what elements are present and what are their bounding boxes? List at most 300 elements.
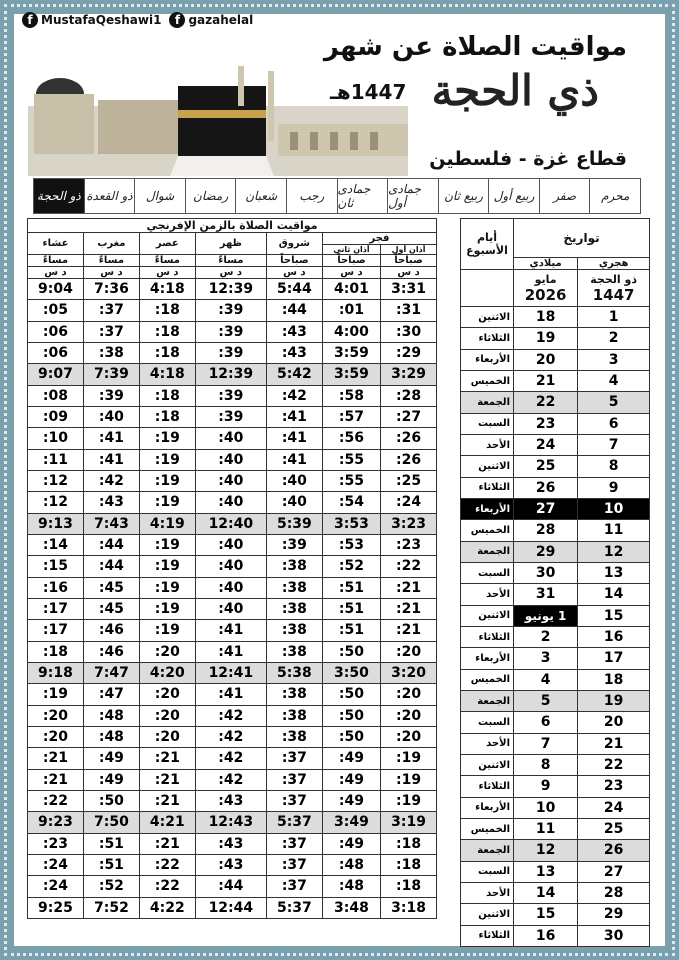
date-row	[461, 349, 650, 370]
asr-cell: 4:18	[139, 279, 195, 300]
date-row	[461, 584, 650, 605]
hijri-day-cell: 23	[578, 776, 650, 797]
weekday-cell: الثلاثاء	[461, 626, 514, 647]
shurooq-cell: :40	[266, 492, 322, 513]
shurooq-cell: :39	[266, 534, 322, 555]
gregorian-day-cell: 4	[514, 669, 578, 690]
maghrib-cell: :41	[83, 449, 139, 470]
asr-cell: 4:22	[139, 897, 195, 918]
isha-cell: 9:18	[28, 662, 84, 683]
month-tab[interactable]: ذو الحجة	[34, 179, 84, 213]
weekday-cell: الاثنين	[461, 605, 514, 626]
month-tab[interactable]: شعبان	[235, 179, 286, 213]
date-row	[461, 904, 650, 925]
shurooq-cell: 5:39	[266, 513, 322, 534]
maghrib-cell: :47	[83, 684, 139, 705]
date-row	[461, 413, 650, 434]
dhuhr-cell: :43	[195, 833, 266, 854]
table-row	[28, 279, 437, 300]
fajr-adhan1-cell: 3:18	[381, 897, 437, 918]
table-row	[28, 449, 437, 470]
month-name: ذي الحجة	[431, 66, 599, 115]
gregorian-day-cell: 9	[514, 776, 578, 797]
date-row	[461, 626, 650, 647]
gregorian-day-cell: 15	[514, 904, 578, 925]
maghrib-cell: :49	[83, 748, 139, 769]
gregorian-day-cell: 24	[514, 434, 578, 455]
fajr-adhan2-cell: :50	[322, 684, 380, 705]
weekday-cell: الجمعة	[461, 541, 514, 562]
gregorian-day-cell: 30	[514, 562, 578, 583]
asr-cell: 4:20	[139, 662, 195, 683]
fajr-adhan2-cell: :01	[322, 300, 380, 321]
shurooq-cell: :37	[266, 833, 322, 854]
isha-cell: :14	[28, 534, 84, 555]
asr-cell: :18	[139, 321, 195, 342]
dhuhr-cell: :39	[195, 385, 266, 406]
maghrib-cell: :43	[83, 492, 139, 513]
period-label: مساءً	[28, 255, 84, 267]
hijri-day-cell: 17	[578, 648, 650, 669]
isha-cell: :09	[28, 406, 84, 427]
maghrib-cell: :50	[83, 790, 139, 811]
fajr-adhan1-cell: :27	[381, 406, 437, 427]
fajr-adhan1-cell: :19	[381, 769, 437, 790]
date-row	[461, 307, 650, 328]
maghrib-cell: 7:52	[83, 897, 139, 918]
dhuhr-cell: :42	[195, 726, 266, 747]
date-row	[461, 370, 650, 391]
table-row	[28, 854, 437, 875]
maghrib-cell: 7:50	[83, 812, 139, 833]
asr-cell: :20	[139, 705, 195, 726]
shurooq-cell: :38	[266, 641, 322, 662]
date-row	[461, 562, 650, 583]
weekday-cell: الأحد	[461, 733, 514, 754]
hm-label: د س	[266, 267, 322, 279]
hijri-day-cell: 22	[578, 754, 650, 775]
isha-cell: 9:07	[28, 364, 84, 385]
maghrib-cell: :51	[83, 833, 139, 854]
isha-cell: :20	[28, 726, 84, 747]
hijri-day-cell: 8	[578, 456, 650, 477]
date-row	[461, 434, 650, 455]
fajr-header: فجر	[322, 233, 436, 245]
date-row	[461, 541, 650, 562]
asr-cell: :18	[139, 406, 195, 427]
date-row	[461, 754, 650, 775]
asr-cell: :19	[139, 620, 195, 641]
asr-cell: :19	[139, 577, 195, 598]
dhuhr-cell: :44	[195, 876, 266, 897]
isha-cell: 9:25	[28, 897, 84, 918]
maghrib-cell: :41	[83, 428, 139, 449]
asr-cell: 4:21	[139, 812, 195, 833]
weekday-cell: الأحد	[461, 882, 514, 903]
fajr-adhan2-cell: :52	[322, 556, 380, 577]
shurooq-cell: :42	[266, 385, 322, 406]
isha-cell: :15	[28, 556, 84, 577]
month-tab[interactable]: ربيع ثان	[438, 179, 489, 213]
hijri-month-label: ذو الحجة 1447	[578, 270, 650, 307]
hm-label: د س	[28, 267, 84, 279]
dhuhr-cell: :40	[195, 428, 266, 449]
dhuhr-cell: 12:44	[195, 897, 266, 918]
shurooq-cell: :37	[266, 876, 322, 897]
date-row	[461, 328, 650, 349]
date-row	[461, 498, 650, 519]
fajr-adhan2-cell: :50	[322, 641, 380, 662]
asr-cell: :20	[139, 726, 195, 747]
hijri-day-cell: 18	[578, 669, 650, 690]
asr-cell: :20	[139, 641, 195, 662]
region-label: قطاع غزة - فلسطين	[429, 148, 627, 170]
isha-cell: :18	[28, 641, 84, 662]
month-tab[interactable]: ذو القعدة	[84, 179, 135, 213]
weekday-cell: الثلاثاء	[461, 328, 514, 349]
maghrib-cell: :44	[83, 534, 139, 555]
maghrib-cell: 7:39	[83, 364, 139, 385]
month-tab[interactable]: جمادى ثان	[337, 179, 388, 213]
maghrib-header: مغرب	[83, 233, 139, 255]
dhuhr-cell: 12:39	[195, 364, 266, 385]
gregorian-day-cell: 29	[514, 541, 578, 562]
date-row	[461, 392, 650, 413]
dhuhr-cell: :41	[195, 684, 266, 705]
dhuhr-cell: :40	[195, 577, 266, 598]
isha-cell: :06	[28, 321, 84, 342]
period-label: مساءً	[83, 255, 139, 267]
dhuhr-header: ظهر	[195, 233, 266, 255]
fajr-adhan2-cell: :48	[322, 854, 380, 875]
maghrib-cell: :49	[83, 769, 139, 790]
isha-cell: :16	[28, 577, 84, 598]
maghrib-cell: :48	[83, 705, 139, 726]
asr-cell: :19	[139, 556, 195, 577]
isha-cell: :10	[28, 428, 84, 449]
isha-cell: :21	[28, 769, 84, 790]
shurooq-cell: 5:44	[266, 279, 322, 300]
asr-cell: :22	[139, 854, 195, 875]
gregorian-day-cell: 28	[514, 520, 578, 541]
date-row	[461, 818, 650, 839]
dhuhr-cell: :40	[195, 492, 266, 513]
social-handles	[22, 12, 253, 28]
maghrib-cell: :37	[83, 321, 139, 342]
month-tab[interactable]: جمادى أول	[387, 179, 438, 213]
maghrib-cell: :45	[83, 598, 139, 619]
table-row	[28, 812, 437, 833]
dhuhr-cell: :43	[195, 854, 266, 875]
month-tab[interactable]: ربيع أول	[488, 179, 539, 213]
adhan1-header: أذان أول	[381, 245, 437, 255]
weekday-cell: الثلاثاء	[461, 776, 514, 797]
month-tab[interactable]: رجب	[286, 179, 337, 213]
date-row	[461, 477, 650, 498]
hijri-day-cell: 20	[578, 712, 650, 733]
dhuhr-cell: :40	[195, 470, 266, 491]
isha-cell: :19	[28, 684, 84, 705]
fajr-adhan1-cell: :30	[381, 321, 437, 342]
date-row	[461, 605, 650, 626]
shurooq-cell: :41	[266, 449, 322, 470]
gregorian-day-cell: 14	[514, 882, 578, 903]
hijri-day-cell: 7	[578, 434, 650, 455]
hijri-day-cell: 9	[578, 477, 650, 498]
prayer-times-table	[27, 218, 437, 919]
gregorian-day-cell: 1 يونيو	[514, 605, 578, 626]
month-tab[interactable]: محرم	[589, 179, 640, 213]
date-row	[461, 776, 650, 797]
dhuhr-cell: :40	[195, 449, 266, 470]
fajr-adhan2-cell: :55	[322, 449, 380, 470]
gregorian-day-cell: 8	[514, 754, 578, 775]
fajr-adhan1-cell: :21	[381, 577, 437, 598]
shurooq-cell: :43	[266, 321, 322, 342]
asr-cell: :19	[139, 470, 195, 491]
weekday-cell: الأحد	[461, 584, 514, 605]
fajr-adhan2-cell: 3:50	[322, 662, 380, 683]
asr-cell: :19	[139, 428, 195, 449]
gregorian-day-cell: 13	[514, 861, 578, 882]
fajr-adhan1-cell: :20	[381, 705, 437, 726]
hijri-header: هجري	[578, 258, 650, 270]
table-row	[28, 705, 437, 726]
table-row	[28, 726, 437, 747]
hm-label: د س	[322, 267, 380, 279]
asr-cell: :19	[139, 598, 195, 619]
gregorian-day-cell: 25	[514, 456, 578, 477]
period-label: صباحاً	[322, 255, 380, 267]
dhuhr-cell: :40	[195, 556, 266, 577]
maghrib-cell: :37	[83, 300, 139, 321]
dhuhr-cell: 12:41	[195, 662, 266, 683]
hijri-day-cell: 10	[578, 498, 650, 519]
asr-cell: :18	[139, 385, 195, 406]
table-row	[28, 662, 437, 683]
table-row	[28, 342, 437, 363]
dhuhr-cell: 12:43	[195, 812, 266, 833]
dhuhr-cell: 12:39	[195, 279, 266, 300]
gregorian-month-label: مايو 2026	[514, 270, 578, 307]
social-handle-1[interactable]: f MustafaQeshawi1	[22, 12, 161, 28]
isha-cell: 9:04	[28, 279, 84, 300]
fajr-adhan2-cell: :58	[322, 385, 380, 406]
table-row	[28, 684, 437, 705]
dhuhr-cell: :42	[195, 705, 266, 726]
weekday-cell: الجمعة	[461, 840, 514, 861]
hijri-day-cell: 28	[578, 882, 650, 903]
fajr-adhan1-cell: :28	[381, 385, 437, 406]
asr-cell: :19	[139, 492, 195, 513]
table-row	[28, 769, 437, 790]
fajr-adhan1-cell: 3:29	[381, 364, 437, 385]
gregorian-day-cell: 6	[514, 712, 578, 733]
gregorian-day-cell: 19	[514, 328, 578, 349]
fajr-adhan1-cell: :26	[381, 428, 437, 449]
fajr-adhan2-cell: 3:59	[322, 364, 380, 385]
fajr-adhan2-cell: 4:00	[322, 321, 380, 342]
fajr-adhan2-cell: :49	[322, 748, 380, 769]
shurooq-cell: :37	[266, 769, 322, 790]
gregorian-day-cell: 20	[514, 349, 578, 370]
asr-cell: :21	[139, 748, 195, 769]
isha-cell: :08	[28, 385, 84, 406]
shurooq-cell: :37	[266, 854, 322, 875]
shurooq-cell: 5:37	[266, 812, 322, 833]
fajr-adhan1-cell: 3:20	[381, 662, 437, 683]
period-label: مساءً	[139, 255, 195, 267]
shurooq-cell: 5:38	[266, 662, 322, 683]
facebook-icon: f	[22, 12, 38, 28]
maghrib-cell: :51	[83, 854, 139, 875]
fajr-adhan1-cell: :26	[381, 449, 437, 470]
shurooq-cell: :37	[266, 748, 322, 769]
asr-cell: :21	[139, 790, 195, 811]
fajr-adhan1-cell: 3:19	[381, 812, 437, 833]
isha-cell: :12	[28, 470, 84, 491]
shurooq-cell: :38	[266, 684, 322, 705]
hijri-day-cell: 13	[578, 562, 650, 583]
table-row	[28, 513, 437, 534]
date-row	[461, 456, 650, 477]
fajr-adhan1-cell: :20	[381, 726, 437, 747]
weekday-cell: الاثنين	[461, 307, 514, 328]
weekday-cell: الأربعاء	[461, 797, 514, 818]
date-row	[461, 669, 650, 690]
hijri-day-cell: 14	[578, 584, 650, 605]
date-row	[461, 797, 650, 818]
month-tab[interactable]: شوال	[134, 179, 185, 213]
asr-cell: :21	[139, 769, 195, 790]
weekday-cell: السبت	[461, 413, 514, 434]
hijri-day-cell: 12	[578, 541, 650, 562]
hijri-day-cell: 21	[578, 733, 650, 754]
table-row	[28, 364, 437, 385]
weekday-cell: السبت	[461, 861, 514, 882]
hijri-day-cell: 1	[578, 307, 650, 328]
isha-cell: :05	[28, 300, 84, 321]
fajr-adhan2-cell: 3:59	[322, 342, 380, 363]
shurooq-cell: :38	[266, 556, 322, 577]
weekday-cell: الأربعاء	[461, 648, 514, 669]
month-tab[interactable]: صفر	[539, 179, 590, 213]
fajr-adhan2-cell: :49	[322, 790, 380, 811]
hm-label: د س	[83, 267, 139, 279]
weekday-cell: الثلاثاء	[461, 925, 514, 946]
isha-cell: :21	[28, 748, 84, 769]
period-label: صباحاً	[266, 255, 322, 267]
facebook-icon: f	[169, 12, 185, 28]
shurooq-cell: :43	[266, 342, 322, 363]
maghrib-cell: :44	[83, 556, 139, 577]
isha-cell: 9:23	[28, 812, 84, 833]
maghrib-cell: :46	[83, 620, 139, 641]
shurooq-header: شروق	[266, 233, 322, 255]
isha-cell: :12	[28, 492, 84, 513]
gregorian-day-cell: 23	[514, 413, 578, 434]
isha-cell: :24	[28, 876, 84, 897]
fajr-adhan2-cell: :56	[322, 428, 380, 449]
weekday-cell: الخميس	[461, 669, 514, 690]
hijri-day-cell: 2	[578, 328, 650, 349]
gregorian-day-cell: 18	[514, 307, 578, 328]
gregorian-day-cell: 5	[514, 690, 578, 711]
date-row	[461, 882, 650, 903]
fajr-adhan1-cell: :25	[381, 470, 437, 491]
gregorian-day-cell: 10	[514, 797, 578, 818]
gregorian-day-cell: 3	[514, 648, 578, 669]
fajr-adhan1-cell: :31	[381, 300, 437, 321]
fajr-adhan1-cell: :23	[381, 534, 437, 555]
shurooq-cell: :37	[266, 790, 322, 811]
fajr-adhan1-cell: :22	[381, 556, 437, 577]
table-row	[28, 492, 437, 513]
date-row	[461, 520, 650, 541]
period-label: مساءً	[195, 255, 266, 267]
fajr-adhan2-cell: :50	[322, 726, 380, 747]
asr-cell: :21	[139, 833, 195, 854]
hijri-day-cell: 30	[578, 925, 650, 946]
weekday-cell: الخميس	[461, 818, 514, 839]
shurooq-cell: :38	[266, 577, 322, 598]
table-row	[28, 876, 437, 897]
fajr-adhan2-cell: 4:01	[322, 279, 380, 300]
dhuhr-cell: :43	[195, 790, 266, 811]
fajr-adhan2-cell: 3:53	[322, 513, 380, 534]
fajr-adhan1-cell: :21	[381, 598, 437, 619]
shurooq-cell: :38	[266, 620, 322, 641]
fajr-adhan2-cell: :51	[322, 598, 380, 619]
page-title: مواقيت الصلاة عن شهر	[323, 32, 627, 62]
date-row	[461, 861, 650, 882]
asr-cell: :19	[139, 534, 195, 555]
table-row	[28, 748, 437, 769]
fajr-adhan2-cell: :51	[322, 577, 380, 598]
fajr-adhan2-cell: :49	[322, 833, 380, 854]
asr-cell: :22	[139, 876, 195, 897]
fajr-adhan1-cell: :18	[381, 833, 437, 854]
date-row	[461, 712, 650, 733]
fajr-adhan2-cell: :54	[322, 492, 380, 513]
dhuhr-cell: :41	[195, 620, 266, 641]
table-row	[28, 534, 437, 555]
fajr-adhan1-cell: 3:31	[381, 279, 437, 300]
hijri-year: 1447هـ	[330, 80, 407, 104]
maghrib-cell: 7:47	[83, 662, 139, 683]
social-handle-2[interactable]: f gazahelal	[169, 12, 253, 28]
date-row	[461, 840, 650, 861]
dates-caption: تواريخ	[514, 219, 650, 258]
hijri-day-cell: 26	[578, 840, 650, 861]
weekday-cell: الثلاثاء	[461, 477, 514, 498]
isha-cell: :06	[28, 342, 84, 363]
weekday-cell: الجمعة	[461, 690, 514, 711]
days-header: أيام الأسبوع	[461, 219, 514, 270]
month-tab[interactable]: رمضان	[185, 179, 236, 213]
fajr-adhan2-cell: :49	[322, 769, 380, 790]
gregorian-header: ميلادي	[514, 258, 578, 270]
isha-cell: :17	[28, 598, 84, 619]
fajr-adhan2-cell: :53	[322, 534, 380, 555]
table-row	[28, 470, 437, 491]
fajr-adhan1-cell: :18	[381, 854, 437, 875]
hijri-day-cell: 6	[578, 413, 650, 434]
gregorian-day-cell: 27	[514, 498, 578, 519]
dhuhr-cell: :42	[195, 748, 266, 769]
dhuhr-cell: :39	[195, 300, 266, 321]
weekday-cell: الخميس	[461, 370, 514, 391]
